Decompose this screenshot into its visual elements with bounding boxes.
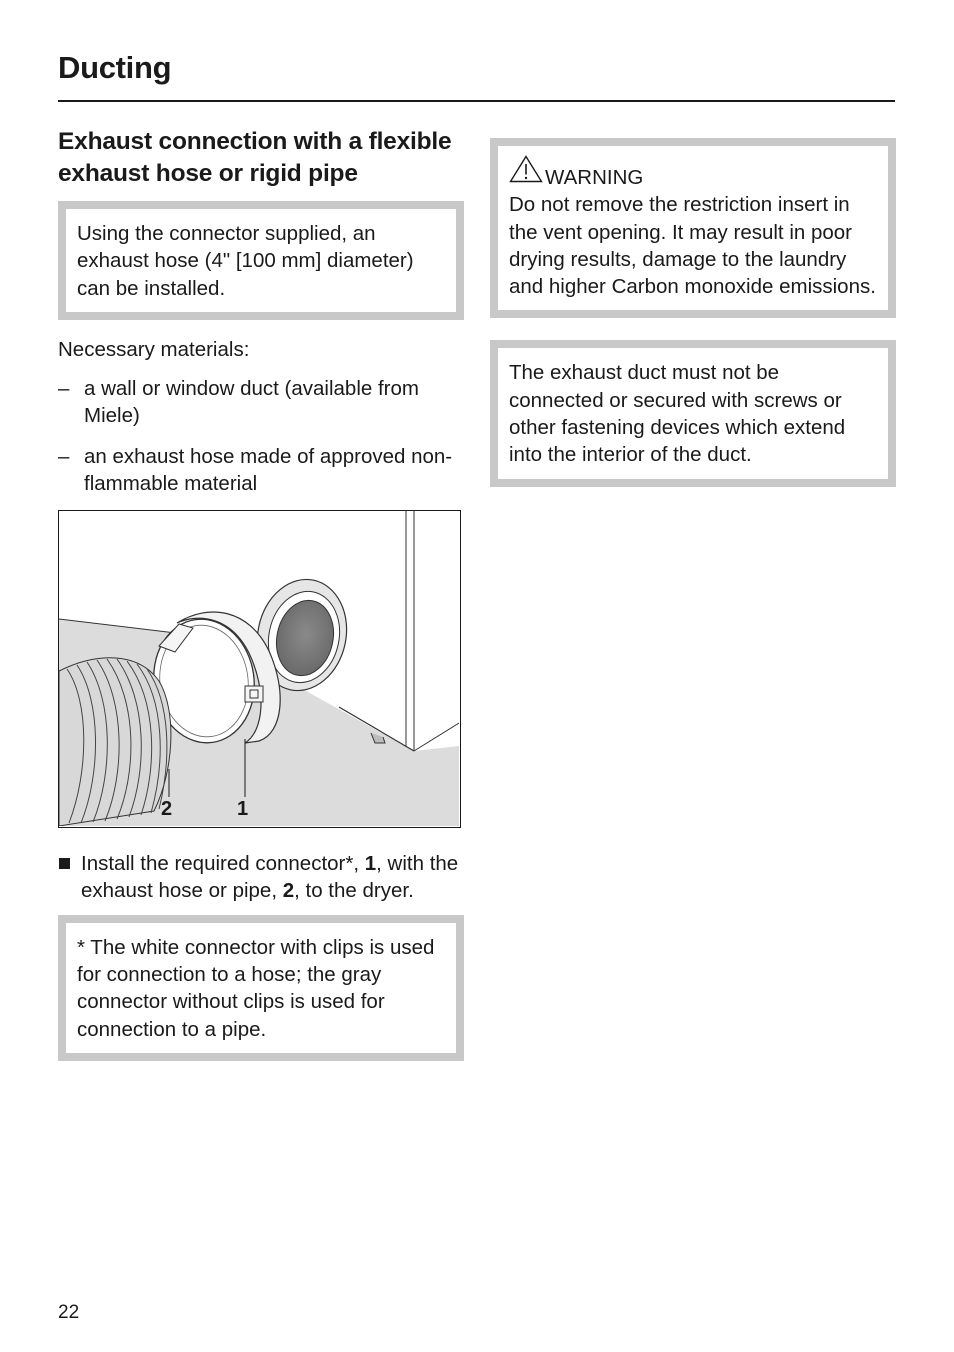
page-number: 22 xyxy=(58,1302,80,1323)
dash-bullet: – xyxy=(58,376,70,400)
duct-note-box xyxy=(490,340,896,486)
warning-box xyxy=(490,138,896,318)
instruction-text-a: Install the required connector*, xyxy=(81,851,365,875)
duct-note-text: The exhaust duct must not be connected or secured with screws or other fastening devices which extend into the interior of the duct. xyxy=(509,361,846,467)
section-heading: Exhaust connection with a flexible exhaust hose or rigid pipe xyxy=(58,128,452,187)
instruction-bold-1: 1 xyxy=(364,851,377,875)
instruction-text-c: , to the dryer. xyxy=(294,878,414,902)
title-divider xyxy=(58,100,895,102)
materials-list xyxy=(58,375,464,497)
material-text: an exhaust hose made of approved non-flammable material xyxy=(84,444,453,495)
materials-intro: Necessary materials: xyxy=(58,337,250,361)
callout-2: 2 xyxy=(161,797,173,820)
warning-text: Do not remove the restriction insert in the vent opening. It may result in poor drying results, damage to the laundry and higher Carbon monoxide emissions. xyxy=(509,193,876,299)
square-bullet-icon xyxy=(59,858,70,869)
instruction-bold-2: 2 xyxy=(282,878,295,902)
intro-note-text: Using the connector supplied, an exhaust hose (4" [100 mm] diameter) can be installed. xyxy=(77,222,414,300)
warning-header xyxy=(509,155,877,191)
connector-illustration xyxy=(58,510,461,828)
footnote-text: * The white connector with clips is used for connection to a hose; the gray connector without clips is used for connection to a pipe. xyxy=(77,935,435,1041)
instruction-text-b: , with the exhaust hose or pipe, xyxy=(81,851,459,902)
list-item xyxy=(58,443,464,497)
page-title: Ducting xyxy=(58,50,172,85)
intro-note-box xyxy=(58,201,464,320)
left-column xyxy=(58,126,464,1061)
right-column xyxy=(490,138,896,487)
instruction-step xyxy=(58,850,464,904)
footnote-box xyxy=(58,915,464,1061)
warning-label: WARNING xyxy=(545,166,644,189)
list-item xyxy=(58,375,464,429)
warning-triangle-icon xyxy=(509,155,543,190)
dash-bullet: – xyxy=(58,444,70,468)
callout-1: 1 xyxy=(237,797,249,820)
material-text: a wall or window duct (available from Miele) xyxy=(84,376,419,427)
